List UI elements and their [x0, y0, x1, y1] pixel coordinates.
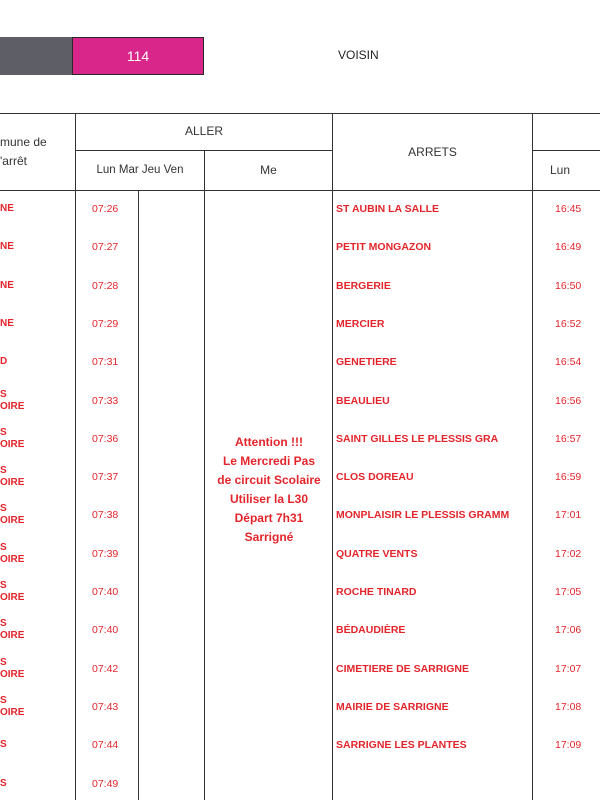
retour-time: 16:59 — [555, 471, 582, 484]
commune-cell: S OIRE — [0, 465, 25, 489]
commune-cell: S OIRE — [0, 580, 25, 603]
commune-cell: NE — [0, 317, 14, 329]
stop-name: BERGERIE — [336, 279, 391, 292]
stop-name: BEAULIEU — [336, 394, 390, 407]
commune-cell: S OIRE — [0, 656, 25, 680]
aller-time: 07:33 — [92, 394, 119, 407]
stop-name: ST AUBIN LA SALLE — [336, 203, 440, 215]
stop-name: QUATRE VENTS — [336, 547, 418, 560]
stop-name: CIMETIERE DE SARRIGNE — [336, 662, 470, 675]
aller-time: 07:31 — [92, 356, 119, 369]
retour-time: 16:52 — [555, 317, 582, 330]
stop-name: MAIRIE DE SARRIGNE — [336, 700, 449, 713]
stop-name: MERCIER — [336, 317, 385, 330]
aller-time: 07:26 — [92, 203, 119, 215]
retour-time: 16:45 — [555, 203, 582, 215]
retour-time: 17:07 — [555, 662, 582, 675]
arrets-header: ARRETS — [408, 145, 457, 159]
aller-time: 07:49 — [92, 777, 119, 790]
stop-name: PETIT MONGAZON — [336, 241, 432, 254]
header-dark-block — [0, 37, 72, 75]
retour-time: 17:02 — [555, 547, 582, 560]
line-name: VOISIN — [338, 48, 379, 62]
col-rule-3 — [204, 150, 205, 800]
stop-name: SARRIGNE LES PLANTES — [336, 739, 467, 752]
me-header: Me — [260, 163, 277, 177]
commune-header: mune de 'arrêt — [0, 135, 47, 168]
retour-time: 16:57 — [555, 432, 582, 445]
stop-name: BÉDAUDIÈRE — [336, 624, 406, 637]
aller-time: 07:27 — [92, 241, 119, 254]
header-bottom-border — [0, 190, 600, 191]
commune-cell: S OIRE — [0, 618, 25, 642]
aller-time: 07:29 — [92, 317, 119, 330]
retour-time: 16:54 — [555, 356, 582, 369]
table-top-border — [0, 113, 600, 114]
aller-time: 07:36 — [92, 432, 119, 445]
commune-cell: NE — [0, 279, 14, 291]
mercredi-note-line: Départ 7h31 — [234, 511, 304, 525]
mercredi-note-line: Sarrigné — [244, 530, 294, 544]
commune-cell: S OIRE — [0, 388, 25, 412]
aller-time: 07:40 — [92, 624, 119, 637]
lun-mar-jeu-ven-header: Lun Mar Jeu Ven — [96, 164, 184, 176]
line-number-badge — [72, 37, 204, 75]
commune-cell: NE — [0, 241, 14, 253]
aller-time: 07:28 — [92, 279, 119, 292]
retour-divider — [532, 150, 600, 151]
mercredi-note-line: de circuit Scolaire — [217, 473, 321, 487]
commune-cell: S OIRE — [0, 503, 25, 527]
col-rule-1 — [75, 113, 76, 800]
stop-name: MONPLAISIR LE PLESSIS GRAMM — [336, 509, 510, 522]
commune-cell: S OIRE — [0, 541, 25, 565]
line-number: 114 — [126, 48, 150, 64]
commune-cell: D — [0, 356, 8, 368]
aller-time: 07:44 — [92, 739, 119, 752]
retour-time: 17:05 — [555, 586, 582, 598]
aller-time: 07:42 — [92, 662, 119, 675]
col-rule-2 — [138, 190, 139, 800]
mercredi-note — [206, 433, 332, 547]
commune-cell: S OIRE — [0, 694, 25, 718]
retour-lun-header: Lun — [550, 163, 571, 177]
retour-time: 16:49 — [555, 241, 582, 254]
aller-time: 07:39 — [92, 547, 119, 560]
retour-time: 17:06 — [555, 624, 582, 637]
mercredi-note-line: Le Mercredi Pas — [222, 454, 316, 468]
mercredi-note-line: Attention !!! — [235, 435, 303, 449]
col-rule-4 — [332, 113, 333, 800]
retour-time: 17:09 — [555, 739, 582, 752]
stop-name: CLOS DOREAU — [336, 471, 414, 484]
stop-name: SAINT GILLES LE PLESSIS GRA — [336, 432, 499, 445]
commune-cell: S OIRE — [0, 426, 25, 450]
retour-time: 16:50 — [555, 279, 582, 292]
retour-time: 17:08 — [555, 700, 582, 713]
aller-time: 07:43 — [92, 700, 119, 713]
stop-name: GENETIERE — [336, 356, 397, 369]
stop-name: ROCHE TINARD — [336, 586, 417, 598]
commune-cell: NE — [0, 203, 14, 214]
retour-time: 16:56 — [555, 394, 582, 407]
aller-time: 07:40 — [92, 586, 119, 598]
aller-time: 07:37 — [92, 471, 119, 484]
commune-cell: S — [0, 777, 7, 789]
commune-cell: S — [0, 739, 7, 751]
mercredi-note-line: Utiliser la L30 — [229, 492, 309, 506]
col-rule-5 — [532, 113, 533, 800]
aller-time: 07:38 — [92, 509, 119, 522]
aller-header: ALLER — [184, 124, 224, 138]
retour-time: 17:01 — [555, 509, 582, 522]
